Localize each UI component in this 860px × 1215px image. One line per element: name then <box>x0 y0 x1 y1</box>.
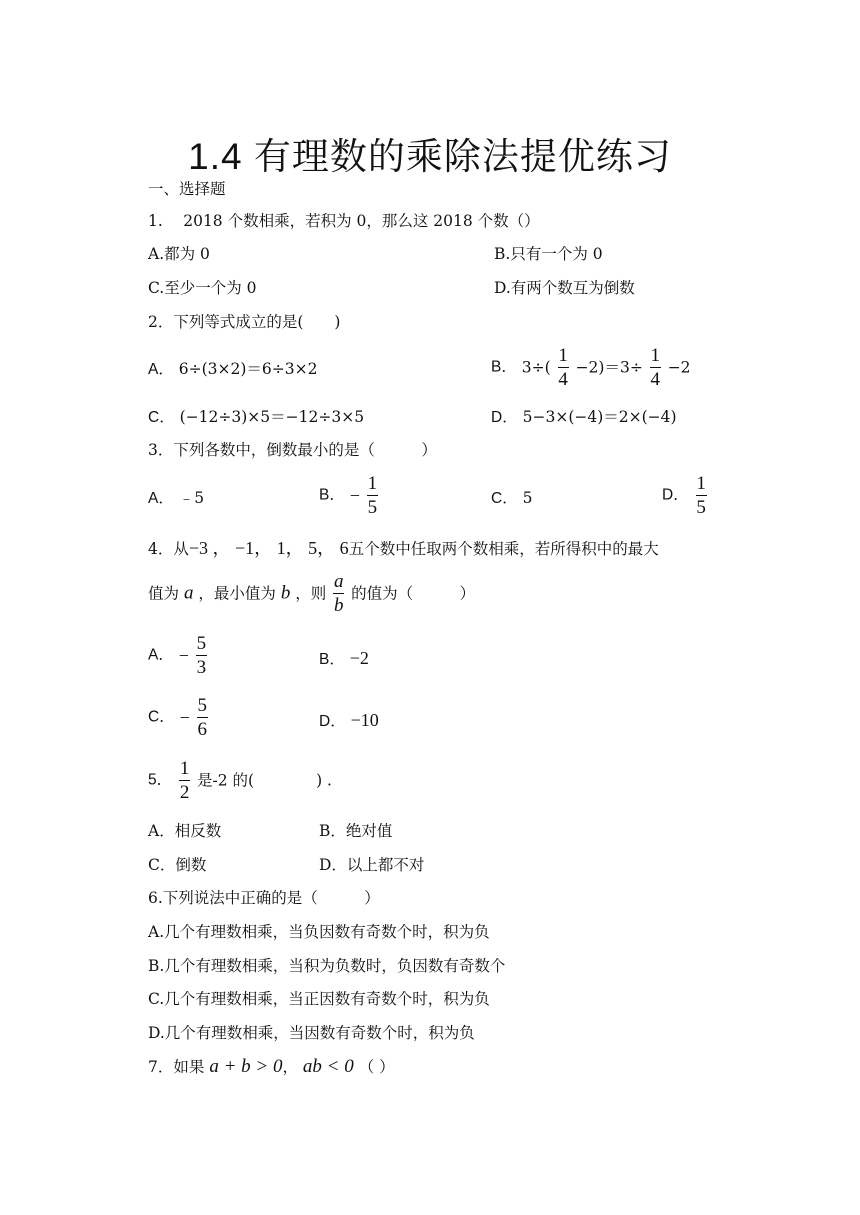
q4-d-value: −10 <box>350 710 379 730</box>
q2-option-c <box>148 407 364 428</box>
q3-d-den: 5 <box>696 497 706 518</box>
q7-stem-pre: 7．如果 <box>148 1058 205 1076</box>
q7-expr-2: ab < 0 <box>302 1056 354 1077</box>
q1-option-b: B.只有一个为 0 <box>494 245 603 263</box>
q4-option-b <box>319 648 369 670</box>
q4-a-num: 5 <box>196 633 207 654</box>
q2-b-fraction-1 <box>558 346 569 389</box>
q2-d-label: D． <box>491 409 518 426</box>
section-heading: 一、选择题 <box>148 180 226 198</box>
q3-b-sign: − <box>349 485 360 506</box>
fraction-bar <box>197 717 208 718</box>
q1-stem: 1. 2018 个数相乘，若积为 0，那么这 2018 个数（） <box>148 212 540 230</box>
q3-b-num: 1 <box>367 473 378 494</box>
q7-stem-post: （ ） <box>358 1058 395 1076</box>
q2-a-label: A． <box>148 361 174 378</box>
q4-stem-line1 <box>148 538 659 559</box>
q3-b-label: B． <box>319 486 345 504</box>
q6-option-d: D.几个有理数相乘，当因数有奇数个时，积为负 <box>148 1024 475 1042</box>
q4-line2-b: ，最小值为 <box>198 584 276 603</box>
q4-numbers: −3 ， −1， 1， 5， 6 <box>188 538 349 558</box>
q3-c-value: 5 <box>522 489 533 507</box>
q3-option-c <box>491 488 533 509</box>
q3-a-label: A． <box>148 490 174 507</box>
q4-line2-d: 的值为（ ） <box>351 584 476 603</box>
q3-d-label: D． <box>662 486 689 504</box>
q4-fraction-a-over-b <box>333 572 344 615</box>
q2-a-expr: 6÷(3×2)＝6÷3×2 <box>178 360 318 378</box>
fraction-bar <box>696 495 707 496</box>
q4-frac-den: b <box>333 595 344 616</box>
q4-d-label: D． <box>319 713 346 730</box>
q2-option-d <box>491 407 677 428</box>
q3-d-fraction <box>696 474 707 517</box>
q3-a-value: ﹣5 <box>178 489 205 507</box>
fraction-bar <box>196 655 207 656</box>
q4-line2-a: 值为 <box>148 584 180 603</box>
q4-option-d <box>319 710 379 732</box>
q2-d-expr: 5−3×(−4)＝2×(−4) <box>522 408 677 426</box>
q3-option-a <box>148 488 204 509</box>
q1-option-c: C.至少一个为 0 <box>148 279 257 297</box>
q2-b-pre: 3÷( <box>521 358 551 377</box>
q2-b-post: −2 <box>667 358 691 377</box>
q5-stem <box>148 759 332 802</box>
q4-c-sign: − <box>179 707 190 728</box>
q4-c-fraction <box>197 696 208 739</box>
q3-c-label: C． <box>491 490 518 507</box>
q1-option-a: A.都为 0 <box>148 245 210 263</box>
fraction-bar <box>333 593 344 594</box>
q5-fraction <box>179 759 190 802</box>
q2-c-expr: (−12÷3)×5＝−12÷3×5 <box>179 408 365 426</box>
q2-stem: 2．下列等式成立的是( ) <box>148 313 341 331</box>
q2-b-den-1: 4 <box>558 369 568 390</box>
q5-option-b: B．绝对值 <box>319 822 393 840</box>
q5-option-a: A．相反数 <box>148 822 222 840</box>
q4-c-num: 5 <box>197 695 207 716</box>
q7-stem <box>148 1057 395 1077</box>
q4-c-label: C． <box>148 708 175 726</box>
q2-b-den-2: 4 <box>650 369 660 390</box>
q4-b-label: B． <box>319 651 345 668</box>
q2-option-a <box>148 359 318 380</box>
q4-stem-post: 五个数中任取两个数相乘，若所得积中的最大 <box>348 540 659 558</box>
page-title: 1.4 有理数的乘除法提优练习 <box>188 136 672 177</box>
q6-option-c: C.几个有理数相乘，当正因数有奇数个时，积为负 <box>148 990 490 1008</box>
q4-c-den: 6 <box>197 719 207 740</box>
q2-option-b <box>491 346 691 389</box>
q6-option-a: A.几个有理数相乘，当负因数有奇数个时，积为负 <box>148 923 490 941</box>
q3-b-fraction <box>367 474 378 517</box>
q4-a-fraction <box>196 634 207 677</box>
q4-option-a <box>148 634 209 677</box>
q2-b-label: B． <box>491 358 517 376</box>
q2-b-num-1: 1 <box>558 345 568 366</box>
q7-expr-1: a + b > 0 <box>209 1056 283 1077</box>
q5-option-c: C．倒数 <box>148 856 207 874</box>
fraction-bar <box>558 367 569 368</box>
q3-b-den: 5 <box>367 497 378 518</box>
q5-num: 1 <box>179 758 190 779</box>
q5-label: 5． <box>148 771 173 789</box>
q7-separator: ， <box>282 1058 298 1076</box>
q4-stem-line2 <box>148 572 475 615</box>
q4-option-c <box>148 696 210 739</box>
q4-var-b: b <box>280 582 291 604</box>
q5-stem-post: 是-2 的( ) . <box>197 771 332 790</box>
q4-stem-pre: 4．从 <box>148 540 189 558</box>
q5-option-d: D．以上都不对 <box>319 856 425 874</box>
q4-frac-num: a <box>333 571 344 592</box>
q2-b-mid: −2)＝3÷ <box>575 358 643 377</box>
q4-a-sign: − <box>178 645 189 666</box>
q4-a-den: 3 <box>196 657 207 678</box>
q2-b-fraction-2 <box>650 346 661 389</box>
q3-stem: 3．下列各数中，倒数最小的是（ ） <box>148 441 437 459</box>
fraction-bar <box>179 780 190 781</box>
q4-line2-c: ，则 <box>295 584 327 603</box>
q2-c-label: C． <box>148 409 175 426</box>
q3-d-num: 1 <box>696 473 706 494</box>
fraction-bar <box>650 367 661 368</box>
q2-b-num-2: 1 <box>650 345 660 366</box>
q3-option-d <box>662 474 709 517</box>
q6-option-b: B.几个有理数相乘，当积为负数时，负因数有奇数个 <box>148 957 506 975</box>
q4-a-label: A． <box>148 646 174 664</box>
q4-b-value: −2 <box>349 648 369 668</box>
q4-var-a: a <box>183 582 194 604</box>
q5-den: 2 <box>179 782 190 803</box>
fraction-bar <box>367 495 378 496</box>
q6-stem: 6.下列说法中正确的是（ ） <box>148 889 380 907</box>
q1-option-d: D.有两个数互为倒数 <box>494 279 635 297</box>
q3-option-b <box>319 474 380 517</box>
